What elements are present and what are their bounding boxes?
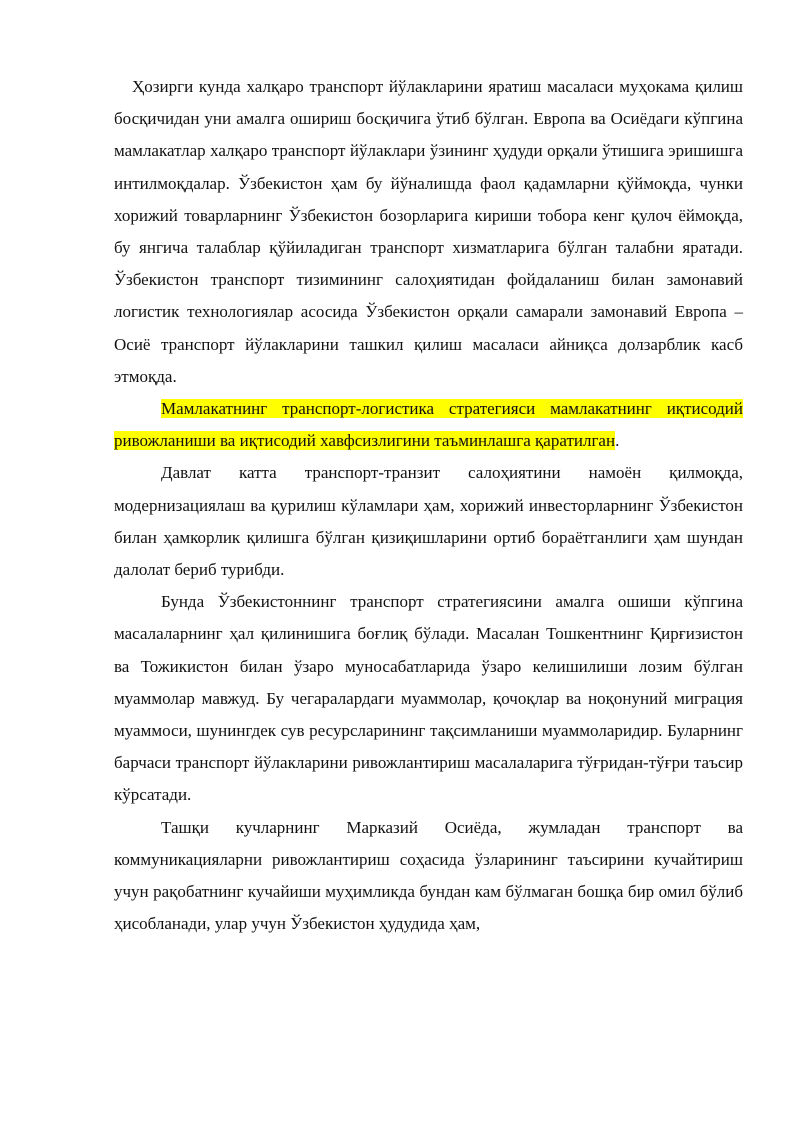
paragraph-1: Ҳозирги кунда халқаро транспорт йўлакларини яратиш масаласи муҳокама қилиш босқичидан уни амалга ошириш босқичига ўтиб бўлган. Европа ва Осиёдаги кўпгина мамлакатлар халқаро транспорт йўлаклари ўзининг ҳудуди орқали ўтишига эришишга интилмоқдалар. Ўзбекистон ҳам бу йўналишда фаол қадамларни қўймоқда, чунки хорижий товарларнинг Ўзбекистон бозорларига кириши тобора кенг қулоч ёймоқда, бу янгича талаблар қўйиладиган транспорт хизматларига бўлган талабни яратади. Ўзбекистон транспорт тизимининг салоҳиятидан фойдаланиш билан замонавий логистик технологиялар асосида Ўзбекистон орқали самарали замонавий Европа – Осиё транспорт йўлакларини ташкил қилиш масаласи айниқса долзарблик касб этмоқда. — [114, 77, 743, 386]
paragraph-5: Ташқи кучларнинг Марказий Осиёда, жумладан транспорт ва коммуникацияларни ривожлантириш соҳасида ўзларининг таъсирини кучайтириш учун рақобатнинг кучайиши муҳимликда бундан кам бўлмаган бошқа бир омил бўлиб ҳисобланади, улар учун Ўзбекистон ҳудудида ҳам, — [114, 817, 743, 934]
paragraph-2 — [114, 393, 743, 457]
paragraph-2-tail: . — [615, 431, 620, 451]
highlighted-text: Мамлакатнинг транспорт-логистика стратегияси мамлакатнинг иқтисодий ривожланиши ва иқтисодий хавфсизлигини таъминлашга қаратилган — [114, 399, 743, 451]
paragraph-4: Бунда Ўзбекистоннинг транспорт стратегиясини амалга ошиши кўпгина масалаларнинг ҳал қилинишига боғлиқ бўлади. Масалан Тошкентнинг Қирғизистон ва Тожикистон билан ўзаро муносабатларида ўзаро келишилиши лозим бўлган муаммолар мавжуд. Бу чегаралардаги муаммолар, қочоқлар ва ноқонуний миграция муаммоси, шунингдек сув ресурсларининг тақсимланиши муаммоларидир. Буларнинг барчаси транспорт йўлакларини ривожлантириш масалаларига тўғридан-тўғри таъсир кўрсатади. — [114, 592, 743, 805]
paragraph-3: Давлат катта транспорт-транзит салоҳиятини намоён қилмоқда, модернизациялаш ва қурилиш кўламлари ҳам, хорижий инвесторларнинг Ўзбекистон билан ҳамкорлик қилишга бўлган қизиқишларини ортиб бораётганлиги ҳам шундан далолат бериб турибди. — [114, 463, 743, 580]
